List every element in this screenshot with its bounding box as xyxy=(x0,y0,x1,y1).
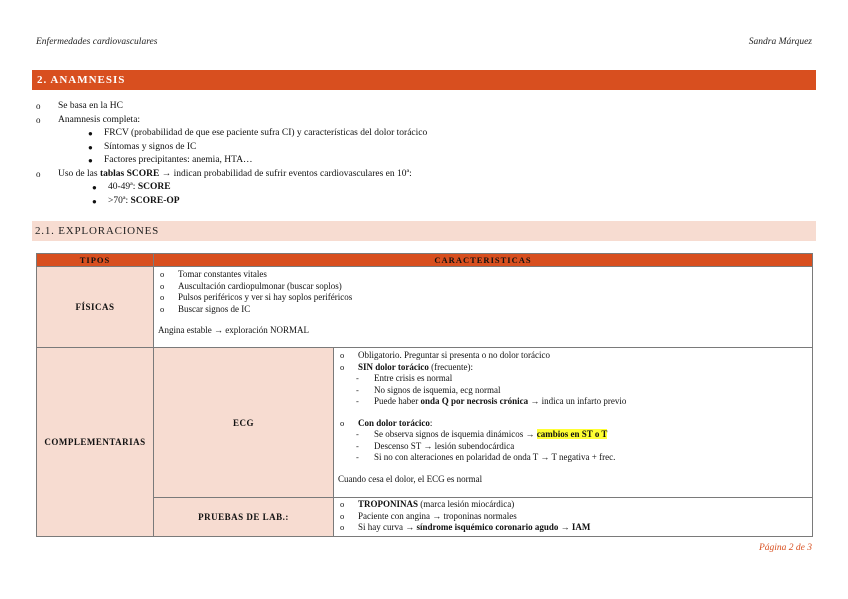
list-item: ● Síntomas y signos de IC xyxy=(36,141,816,155)
list-item: o Pulsos periféricos y ver si hay soplos periféricos xyxy=(160,292,353,302)
table-header-row xyxy=(37,254,813,267)
circle-bullet-icon: o xyxy=(340,350,345,360)
list-item: - Si no con alteraciones en polaridad de onda T → T negativa + frec. xyxy=(356,452,616,462)
list-item: o SIN dolor torácico (frecuente): xyxy=(340,361,474,372)
disc-bullet-icon: ● xyxy=(88,156,93,165)
section-heading: 2. ANAMNESIS xyxy=(32,70,816,90)
list-item: ● FRCV (probabilidad de que ese paciente sufra CI) y características del dolor torácico xyxy=(36,127,816,141)
list-item: o Anamnesis completa: xyxy=(36,114,816,128)
list-item: o Auscultación cardiopulmonar (buscar soplos) xyxy=(160,280,342,291)
circle-bullet-icon: o xyxy=(36,101,41,111)
list-item: o Uso de las tablas SCORE → indican probabilidad de sufrir eventos cardiovasculares en 10ª: xyxy=(36,168,816,182)
fisicas-note: Angina estable → exploración NORMAL xyxy=(158,325,309,335)
fisicas-content xyxy=(154,267,813,348)
list-item: o TROPONINAS (marca lesión miocárdica) xyxy=(340,499,515,509)
disc-bullet-icon: ● xyxy=(88,142,93,152)
header-author: Sandra Márquez xyxy=(748,37,812,47)
header-document-title: Enfermedades cardiovasculares xyxy=(36,37,158,47)
list-item: - Se observa signos de isquemia dinámicos → cambios en ST o T xyxy=(356,429,608,439)
list-item: o Buscar signos de IC xyxy=(160,303,251,314)
dash-bullet-icon: - xyxy=(356,440,359,451)
circle-bullet-icon: o xyxy=(340,510,345,521)
circle-bullet-icon: o xyxy=(340,417,345,428)
list-item: - No signos de isquemia, ecg normal xyxy=(356,384,501,395)
list-item: o Tomar constantes vitales xyxy=(160,269,267,279)
lab-content xyxy=(334,498,813,537)
anamnesis-sublist xyxy=(36,127,816,168)
column-header-caracteristicas: CARACTERISTICAS xyxy=(154,254,813,267)
circle-bullet-icon: o xyxy=(36,168,41,179)
circle-bullet-icon: o xyxy=(340,361,345,372)
list-item: o Obligatorio. Preguntar si presenta o no dolor torácico xyxy=(340,350,550,360)
list-item: ● >70ª: SCORE-OP xyxy=(36,195,816,209)
row-label-complementarias: COMPLEMENTARIAS xyxy=(37,348,154,537)
disc-bullet-icon: ● xyxy=(88,129,93,138)
dash-bullet-icon: - xyxy=(356,429,359,439)
row-label-lab-tests: PRUEBAS DE LAB.: xyxy=(154,498,334,537)
list-item: o Se basa en la HC xyxy=(36,100,816,114)
ecg-note: Cuando cesa el dolor, el ECG es normal xyxy=(338,473,483,484)
circle-bullet-icon: o xyxy=(160,303,165,314)
score-sublist xyxy=(36,181,816,208)
row-label-fisicas: FÍSICAS xyxy=(37,267,154,348)
sublist-container xyxy=(36,127,816,168)
sublist-container xyxy=(36,181,816,208)
list-item: ● Factores precipitantes: anemia, HTA… xyxy=(36,154,816,168)
list-item: - Descenso ST → lesión subendocárdica xyxy=(356,440,515,451)
row-label-ecg: ECG xyxy=(154,348,334,498)
dash-bullet-icon: - xyxy=(356,373,359,383)
circle-bullet-icon: o xyxy=(340,522,345,532)
disc-bullet-icon: ● xyxy=(92,196,97,206)
list-item: o Si hay curva → síndrome isquémico coronario agudo → IAM xyxy=(340,522,591,532)
list-item: - Entre crisis es normal xyxy=(356,373,453,383)
circle-bullet-icon: o xyxy=(160,280,165,291)
dash-bullet-icon: - xyxy=(356,384,359,395)
dash-bullet-icon: - xyxy=(356,396,359,406)
circle-bullet-icon: o xyxy=(36,114,41,125)
list-item: o Con dolor torácico: xyxy=(340,417,433,428)
list-item: - Puede haber onda Q por necrosis crónica → indica un infarto previo xyxy=(356,396,627,406)
ecg-content xyxy=(334,348,813,498)
highlighted-text: cambios en ST o T xyxy=(536,429,608,439)
circle-bullet-icon: o xyxy=(340,499,345,509)
table-row xyxy=(37,348,813,498)
list-item: ● 40-49ª: SCORE xyxy=(36,181,816,195)
circle-bullet-icon: o xyxy=(160,269,165,279)
circle-bullet-icon: o xyxy=(160,292,165,302)
dash-bullet-icon: - xyxy=(356,452,359,462)
exploraciones-table xyxy=(36,253,813,537)
page-number: Página 2 de 3 xyxy=(758,543,812,553)
table-row xyxy=(37,267,813,348)
list-item: o Paciente con angina → troponinas normales xyxy=(340,510,517,521)
anamnesis-list xyxy=(36,100,816,208)
disc-bullet-icon: ● xyxy=(92,183,97,192)
column-header-tipos: TIPOS xyxy=(37,254,154,267)
table-row xyxy=(37,498,813,537)
subsection-heading: 2.1. EXPLORACIONES xyxy=(32,221,816,241)
